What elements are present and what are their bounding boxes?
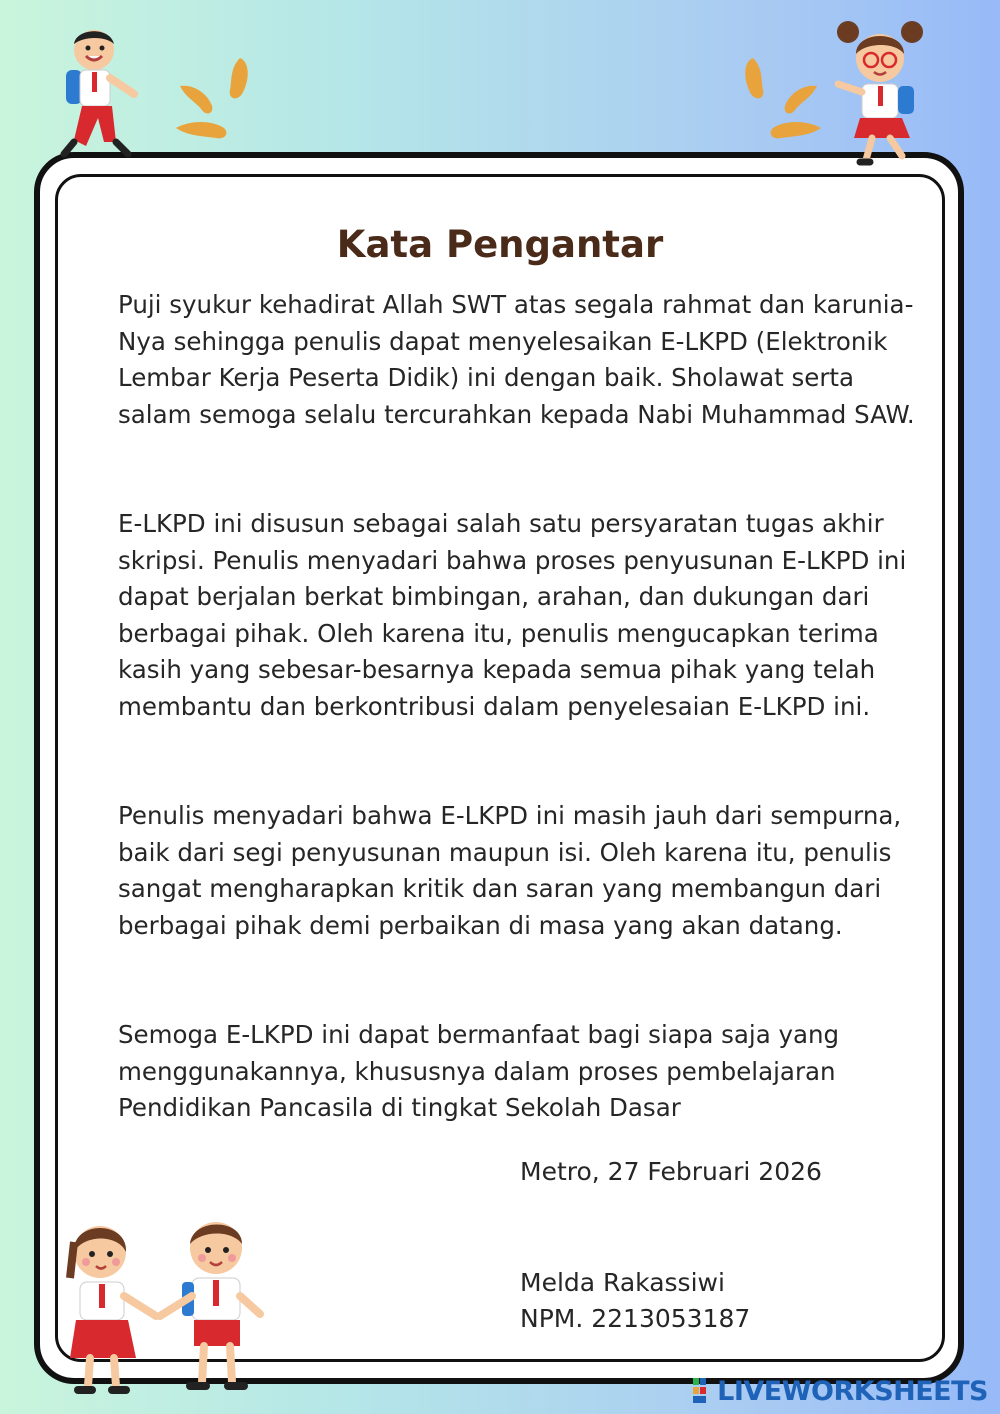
paragraph-2: E-LKPD ini disusun sebagai salah satu persyaratan tugas akhir skripsi. Penulis menyadari bahwa proses penyusunan E-LKPD ini dapat berjalan berkat bimbingan, arahan, dan dukungan dari berbagai pihak. Oleh karena itu, penulis mengucapkan terima kasih yang sebesar-besarnya kepada semua pihak yang telah membantu dan berkontribusi dalam penyelesaian E-LKPD ini.	[118, 509, 907, 721]
paragraph-1: Puji syukur kehadirat Allah SWT atas segala rahmat dan karunia-Nya sehingga penulis dapat menyelesaikan E-LKPD (Elektronik Lembar Kerja Peserta Didik) ini dengan baik. Sholawat serta salam semoga selalu tercurahkan kepada Nabi Muhammad SAW.	[118, 290, 915, 429]
paragraph-4: Semoga E-LKPD ini dapat bermanfaat bagi siapa saja yang menggunakannya, khususnya dalam proses pembelajaran Pendidikan Pancasila di tingkat Sekolah Dasar	[118, 1020, 840, 1122]
page-title: Kata Pengantar	[336, 222, 664, 266]
signature-npm: NPM. 2213053187	[520, 1304, 751, 1333]
children-holding-hands-illustration	[60, 1212, 280, 1402]
signature-place-date: Metro, 27 Februari 2026	[520, 1157, 822, 1186]
paragraph-3: Penulis menyadari bahwa E-LKPD ini masih jauh dari sempurna, baik dari segi penyusunan maupun isi. Oleh karena itu, penulis sangat mengharapkan kritik dan saran yang membangun dari berbagai pihak demi perbaikan di masa yang akan datang.	[118, 801, 902, 940]
liveworksheets-logo-text: LIVEWORKSHEETS	[717, 1375, 988, 1407]
signature-name: Melda Rakassiwi	[520, 1268, 725, 1297]
liveworksheets-logo-icon	[693, 1378, 715, 1404]
boy-walking-illustration	[50, 22, 150, 172]
girl-running-illustration	[826, 14, 936, 174]
liveworksheets-logo[interactable]	[693, 1376, 988, 1406]
splash-right-decoration	[735, 50, 825, 145]
splash-left-decoration	[172, 50, 262, 145]
